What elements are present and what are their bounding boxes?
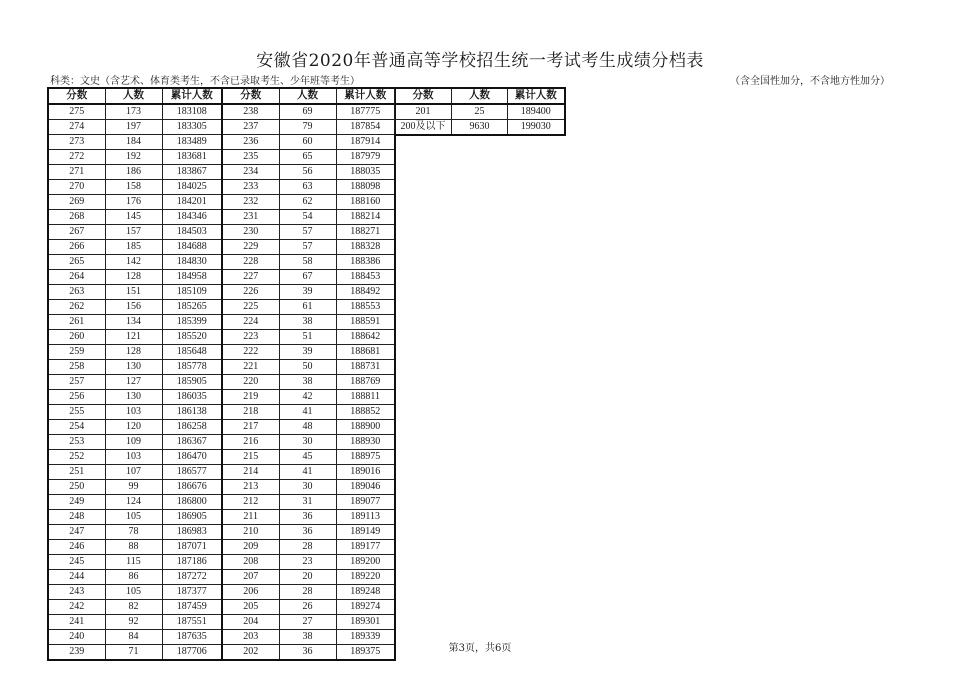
score-cell: 222 bbox=[222, 345, 279, 360]
score-cell: 206 bbox=[222, 585, 279, 600]
score-cell: 240 bbox=[48, 630, 105, 645]
score-cell: 233 bbox=[222, 180, 279, 195]
score-cell: 203 bbox=[222, 630, 279, 645]
count-cell: 130 bbox=[105, 360, 162, 375]
table-row bbox=[48, 585, 395, 600]
header-cumulative: 累计人数 bbox=[336, 88, 395, 104]
score-cell: 266 bbox=[48, 240, 105, 255]
count-cell: 36 bbox=[279, 645, 336, 661]
cumulative-cell: 188852 bbox=[336, 405, 395, 420]
table-header-row bbox=[395, 88, 565, 104]
table-row bbox=[395, 120, 565, 136]
score-cell: 230 bbox=[222, 225, 279, 240]
score-cell: 246 bbox=[48, 540, 105, 555]
count-cell: 20 bbox=[279, 570, 336, 585]
cumulative-cell: 185399 bbox=[162, 315, 222, 330]
score-cell: 210 bbox=[222, 525, 279, 540]
cumulative-cell: 189400 bbox=[508, 104, 565, 120]
cumulative-cell: 189375 bbox=[336, 645, 395, 661]
score-cell: 228 bbox=[222, 255, 279, 270]
count-cell: 192 bbox=[105, 150, 162, 165]
cumulative-cell: 185520 bbox=[162, 330, 222, 345]
cumulative-cell: 189077 bbox=[336, 495, 395, 510]
score-cell: 238 bbox=[222, 104, 279, 120]
score-cell: 220 bbox=[222, 375, 279, 390]
cumulative-cell: 183108 bbox=[162, 104, 222, 120]
table-row bbox=[48, 375, 395, 390]
cumulative-cell: 186470 bbox=[162, 450, 222, 465]
table-row bbox=[48, 240, 395, 255]
cumulative-cell: 199030 bbox=[508, 120, 565, 136]
table-row bbox=[48, 195, 395, 210]
cumulative-cell: 184830 bbox=[162, 255, 222, 270]
score-cell: 205 bbox=[222, 600, 279, 615]
count-cell: 173 bbox=[105, 104, 162, 120]
cumulative-cell: 189339 bbox=[336, 630, 395, 645]
count-cell: 124 bbox=[105, 495, 162, 510]
table-row bbox=[48, 600, 395, 615]
count-cell: 31 bbox=[279, 495, 336, 510]
count-cell: 26 bbox=[279, 600, 336, 615]
count-cell: 61 bbox=[279, 300, 336, 315]
score-cell: 207 bbox=[222, 570, 279, 585]
header-score: 分数 bbox=[395, 88, 452, 104]
cumulative-cell: 187914 bbox=[336, 135, 395, 150]
count-cell: 103 bbox=[105, 450, 162, 465]
count-cell: 86 bbox=[105, 570, 162, 585]
page-number: 第3页，共6页 bbox=[448, 643, 512, 654]
cumulative-cell: 189177 bbox=[336, 540, 395, 555]
score-cell: 237 bbox=[222, 120, 279, 135]
score-cell: 248 bbox=[48, 510, 105, 525]
count-cell: 48 bbox=[279, 420, 336, 435]
count-cell: 69 bbox=[279, 104, 336, 120]
table-row bbox=[48, 390, 395, 405]
cumulative-cell: 188900 bbox=[336, 420, 395, 435]
cumulative-cell: 188681 bbox=[336, 345, 395, 360]
cumulative-cell: 185109 bbox=[162, 285, 222, 300]
cumulative-cell: 184958 bbox=[162, 270, 222, 285]
count-cell: 38 bbox=[279, 630, 336, 645]
table-row bbox=[48, 210, 395, 225]
count-cell: 128 bbox=[105, 270, 162, 285]
cumulative-cell: 187775 bbox=[336, 104, 395, 120]
count-cell: 151 bbox=[105, 285, 162, 300]
table-row bbox=[48, 165, 395, 180]
table-row bbox=[48, 120, 395, 135]
score-cell: 255 bbox=[48, 405, 105, 420]
score-cell: 264 bbox=[48, 270, 105, 285]
score-cell: 241 bbox=[48, 615, 105, 630]
cumulative-cell: 184503 bbox=[162, 225, 222, 240]
count-cell: 57 bbox=[279, 225, 336, 240]
score-cell: 250 bbox=[48, 480, 105, 495]
table-row bbox=[48, 150, 395, 165]
cumulative-cell: 187377 bbox=[162, 585, 222, 600]
score-cell: 244 bbox=[48, 570, 105, 585]
table-row bbox=[48, 270, 395, 285]
header-count: 人数 bbox=[105, 88, 162, 104]
count-cell: 28 bbox=[279, 585, 336, 600]
cumulative-cell: 186800 bbox=[162, 495, 222, 510]
score-cell: 263 bbox=[48, 285, 105, 300]
count-cell: 57 bbox=[279, 240, 336, 255]
score-cell: 231 bbox=[222, 210, 279, 225]
cumulative-cell: 187551 bbox=[162, 615, 222, 630]
cumulative-cell: 189046 bbox=[336, 480, 395, 495]
cumulative-cell: 188160 bbox=[336, 195, 395, 210]
count-cell: 158 bbox=[105, 180, 162, 195]
count-cell: 142 bbox=[105, 255, 162, 270]
count-cell: 82 bbox=[105, 600, 162, 615]
cumulative-cell: 183867 bbox=[162, 165, 222, 180]
score-cell: 208 bbox=[222, 555, 279, 570]
score-cell: 202 bbox=[222, 645, 279, 661]
count-cell: 63 bbox=[279, 180, 336, 195]
score-cell: 211 bbox=[222, 510, 279, 525]
count-cell: 39 bbox=[279, 345, 336, 360]
score-cell: 252 bbox=[48, 450, 105, 465]
cumulative-cell: 188553 bbox=[336, 300, 395, 315]
table-row bbox=[48, 180, 395, 195]
count-cell: 38 bbox=[279, 315, 336, 330]
cumulative-cell: 188492 bbox=[336, 285, 395, 300]
header-score: 分数 bbox=[48, 88, 105, 104]
score-cell: 268 bbox=[48, 210, 105, 225]
header-count: 人数 bbox=[279, 88, 336, 104]
count-cell: 105 bbox=[105, 585, 162, 600]
score-cell: 214 bbox=[222, 465, 279, 480]
table-row bbox=[48, 450, 395, 465]
cumulative-cell: 188453 bbox=[336, 270, 395, 285]
cumulative-cell: 189200 bbox=[336, 555, 395, 570]
cumulative-cell: 189248 bbox=[336, 585, 395, 600]
score-cell: 232 bbox=[222, 195, 279, 210]
header-score: 分数 bbox=[222, 88, 279, 104]
cumulative-cell: 183305 bbox=[162, 120, 222, 135]
table-row bbox=[48, 480, 395, 495]
count-cell: 128 bbox=[105, 345, 162, 360]
table-row bbox=[48, 555, 395, 570]
score-cell: 219 bbox=[222, 390, 279, 405]
table-row bbox=[395, 104, 565, 120]
cumulative-cell: 184346 bbox=[162, 210, 222, 225]
cumulative-cell: 186983 bbox=[162, 525, 222, 540]
count-cell: 109 bbox=[105, 435, 162, 450]
count-cell: 56 bbox=[279, 165, 336, 180]
cumulative-cell: 184025 bbox=[162, 180, 222, 195]
cumulative-cell: 183489 bbox=[162, 135, 222, 150]
score-cell: 225 bbox=[222, 300, 279, 315]
header-count: 人数 bbox=[452, 88, 508, 104]
score-cell: 249 bbox=[48, 495, 105, 510]
cumulative-cell: 188731 bbox=[336, 360, 395, 375]
count-cell: 41 bbox=[279, 405, 336, 420]
count-cell: 36 bbox=[279, 510, 336, 525]
score-cell: 209 bbox=[222, 540, 279, 555]
score-cell: 236 bbox=[222, 135, 279, 150]
cumulative-cell: 189113 bbox=[336, 510, 395, 525]
cumulative-cell: 189220 bbox=[336, 570, 395, 585]
score-cell: 273 bbox=[48, 135, 105, 150]
count-cell: 121 bbox=[105, 330, 162, 345]
cumulative-cell: 187186 bbox=[162, 555, 222, 570]
cumulative-cell: 184688 bbox=[162, 240, 222, 255]
count-cell: 115 bbox=[105, 555, 162, 570]
score-cell: 275 bbox=[48, 104, 105, 120]
score-cell: 265 bbox=[48, 255, 105, 270]
count-cell: 120 bbox=[105, 420, 162, 435]
count-cell: 156 bbox=[105, 300, 162, 315]
count-cell: 84 bbox=[105, 630, 162, 645]
count-cell: 25 bbox=[452, 104, 508, 120]
count-cell: 134 bbox=[105, 315, 162, 330]
table-row bbox=[48, 345, 395, 360]
table-row bbox=[48, 104, 395, 120]
count-cell: 41 bbox=[279, 465, 336, 480]
header-cumulative: 累计人数 bbox=[162, 88, 222, 104]
cumulative-cell: 187706 bbox=[162, 645, 222, 661]
score-cell: 235 bbox=[222, 150, 279, 165]
count-cell: 99 bbox=[105, 480, 162, 495]
table-row bbox=[48, 315, 395, 330]
score-cell: 239 bbox=[48, 645, 105, 661]
score-cell: 272 bbox=[48, 150, 105, 165]
cumulative-cell: 186138 bbox=[162, 405, 222, 420]
cumulative-cell: 188591 bbox=[336, 315, 395, 330]
count-cell: 130 bbox=[105, 390, 162, 405]
score-cell: 217 bbox=[222, 420, 279, 435]
score-cell: 270 bbox=[48, 180, 105, 195]
cumulative-cell: 185778 bbox=[162, 360, 222, 375]
score-cell: 245 bbox=[48, 555, 105, 570]
cumulative-cell: 187459 bbox=[162, 600, 222, 615]
count-cell: 67 bbox=[279, 270, 336, 285]
count-cell: 62 bbox=[279, 195, 336, 210]
cumulative-cell: 188930 bbox=[336, 435, 395, 450]
score-cell: 274 bbox=[48, 120, 105, 135]
count-cell: 65 bbox=[279, 150, 336, 165]
score-cell: 227 bbox=[222, 270, 279, 285]
score-cell: 221 bbox=[222, 360, 279, 375]
cumulative-cell: 188975 bbox=[336, 450, 395, 465]
table-row bbox=[48, 135, 395, 150]
cumulative-cell: 187854 bbox=[336, 120, 395, 135]
score-cell: 261 bbox=[48, 315, 105, 330]
score-cell: 200及以下 bbox=[395, 120, 452, 136]
cumulative-cell: 186905 bbox=[162, 510, 222, 525]
cumulative-cell: 188642 bbox=[336, 330, 395, 345]
count-cell: 9630 bbox=[452, 120, 508, 136]
count-cell: 30 bbox=[279, 435, 336, 450]
table-row bbox=[48, 540, 395, 555]
cumulative-cell: 188271 bbox=[336, 225, 395, 240]
count-cell: 176 bbox=[105, 195, 162, 210]
count-cell: 197 bbox=[105, 120, 162, 135]
count-cell: 23 bbox=[279, 555, 336, 570]
score-cell: 229 bbox=[222, 240, 279, 255]
score-cell: 247 bbox=[48, 525, 105, 540]
score-cell: 256 bbox=[48, 390, 105, 405]
cumulative-cell: 186035 bbox=[162, 390, 222, 405]
cumulative-cell: 187071 bbox=[162, 540, 222, 555]
score-cell: 226 bbox=[222, 285, 279, 300]
score-table-tail bbox=[394, 87, 566, 136]
cumulative-cell: 187635 bbox=[162, 630, 222, 645]
cumulative-cell: 189301 bbox=[336, 615, 395, 630]
page-title: 安徽省2020年普通高等学校招生统一考试考生成绩分档表 bbox=[256, 51, 704, 71]
count-cell: 105 bbox=[105, 510, 162, 525]
score-cell: 212 bbox=[222, 495, 279, 510]
count-cell: 51 bbox=[279, 330, 336, 345]
table-row bbox=[48, 420, 395, 435]
count-cell: 60 bbox=[279, 135, 336, 150]
cumulative-cell: 189016 bbox=[336, 465, 395, 480]
count-cell: 184 bbox=[105, 135, 162, 150]
cumulative-cell: 186367 bbox=[162, 435, 222, 450]
count-cell: 71 bbox=[105, 645, 162, 661]
table-row bbox=[48, 330, 395, 345]
table-row bbox=[48, 465, 395, 480]
cumulative-cell: 185905 bbox=[162, 375, 222, 390]
count-cell: 157 bbox=[105, 225, 162, 240]
cumulative-cell: 189274 bbox=[336, 600, 395, 615]
score-cell: 242 bbox=[48, 600, 105, 615]
score-cell: 224 bbox=[222, 315, 279, 330]
count-cell: 78 bbox=[105, 525, 162, 540]
cumulative-cell: 188328 bbox=[336, 240, 395, 255]
count-cell: 36 bbox=[279, 525, 336, 540]
count-cell: 30 bbox=[279, 480, 336, 495]
score-cell: 254 bbox=[48, 420, 105, 435]
count-cell: 185 bbox=[105, 240, 162, 255]
cumulative-cell: 185648 bbox=[162, 345, 222, 360]
table-row bbox=[48, 495, 395, 510]
score-cell: 258 bbox=[48, 360, 105, 375]
cumulative-cell: 183681 bbox=[162, 150, 222, 165]
table-row bbox=[48, 225, 395, 240]
table-row bbox=[48, 525, 395, 540]
count-cell: 27 bbox=[279, 615, 336, 630]
cumulative-cell: 185265 bbox=[162, 300, 222, 315]
count-cell: 88 bbox=[105, 540, 162, 555]
count-cell: 145 bbox=[105, 210, 162, 225]
score-cell: 259 bbox=[48, 345, 105, 360]
table-row bbox=[48, 615, 395, 630]
subject-line: 科类：文史（含艺术、体育类考生，不含已录取考生、少年班等考生） bbox=[50, 76, 360, 87]
score-cell: 223 bbox=[222, 330, 279, 345]
score-cell: 243 bbox=[48, 585, 105, 600]
count-cell: 28 bbox=[279, 540, 336, 555]
cumulative-cell: 186258 bbox=[162, 420, 222, 435]
score-table bbox=[47, 87, 396, 661]
table-row bbox=[48, 255, 395, 270]
table-row bbox=[48, 510, 395, 525]
cumulative-cell: 188214 bbox=[336, 210, 395, 225]
score-cell: 234 bbox=[222, 165, 279, 180]
count-cell: 38 bbox=[279, 375, 336, 390]
cumulative-cell: 184201 bbox=[162, 195, 222, 210]
cumulative-cell: 189149 bbox=[336, 525, 395, 540]
count-cell: 92 bbox=[105, 615, 162, 630]
score-cell: 271 bbox=[48, 165, 105, 180]
cumulative-cell: 188098 bbox=[336, 180, 395, 195]
header-cumulative: 累计人数 bbox=[508, 88, 565, 104]
count-cell: 54 bbox=[279, 210, 336, 225]
count-cell: 127 bbox=[105, 375, 162, 390]
score-cell: 267 bbox=[48, 225, 105, 240]
table-row bbox=[48, 285, 395, 300]
cumulative-cell: 188386 bbox=[336, 255, 395, 270]
cumulative-cell: 188811 bbox=[336, 390, 395, 405]
score-cell: 216 bbox=[222, 435, 279, 450]
cumulative-cell: 188769 bbox=[336, 375, 395, 390]
count-cell: 39 bbox=[279, 285, 336, 300]
table-row bbox=[48, 300, 395, 315]
score-cell: 260 bbox=[48, 330, 105, 345]
score-cell: 269 bbox=[48, 195, 105, 210]
cumulative-cell: 186676 bbox=[162, 480, 222, 495]
table-row bbox=[48, 405, 395, 420]
count-cell: 45 bbox=[279, 450, 336, 465]
bonus-note: （含全国性加分，不含地方性加分） bbox=[730, 76, 890, 87]
table-header-row bbox=[48, 88, 395, 104]
score-cell: 218 bbox=[222, 405, 279, 420]
cumulative-cell: 186577 bbox=[162, 465, 222, 480]
cumulative-cell: 187979 bbox=[336, 150, 395, 165]
count-cell: 107 bbox=[105, 465, 162, 480]
score-cell: 253 bbox=[48, 435, 105, 450]
score-cell: 201 bbox=[395, 104, 452, 120]
score-cell: 204 bbox=[222, 615, 279, 630]
count-cell: 58 bbox=[279, 255, 336, 270]
score-cell: 215 bbox=[222, 450, 279, 465]
count-cell: 42 bbox=[279, 390, 336, 405]
score-cell: 262 bbox=[48, 300, 105, 315]
count-cell: 103 bbox=[105, 405, 162, 420]
cumulative-cell: 188035 bbox=[336, 165, 395, 180]
score-cell: 213 bbox=[222, 480, 279, 495]
score-cell: 257 bbox=[48, 375, 105, 390]
cumulative-cell: 187272 bbox=[162, 570, 222, 585]
count-cell: 186 bbox=[105, 165, 162, 180]
table-row bbox=[48, 435, 395, 450]
score-cell: 251 bbox=[48, 465, 105, 480]
count-cell: 50 bbox=[279, 360, 336, 375]
table-row bbox=[48, 360, 395, 375]
table-row bbox=[48, 570, 395, 585]
count-cell: 79 bbox=[279, 120, 336, 135]
